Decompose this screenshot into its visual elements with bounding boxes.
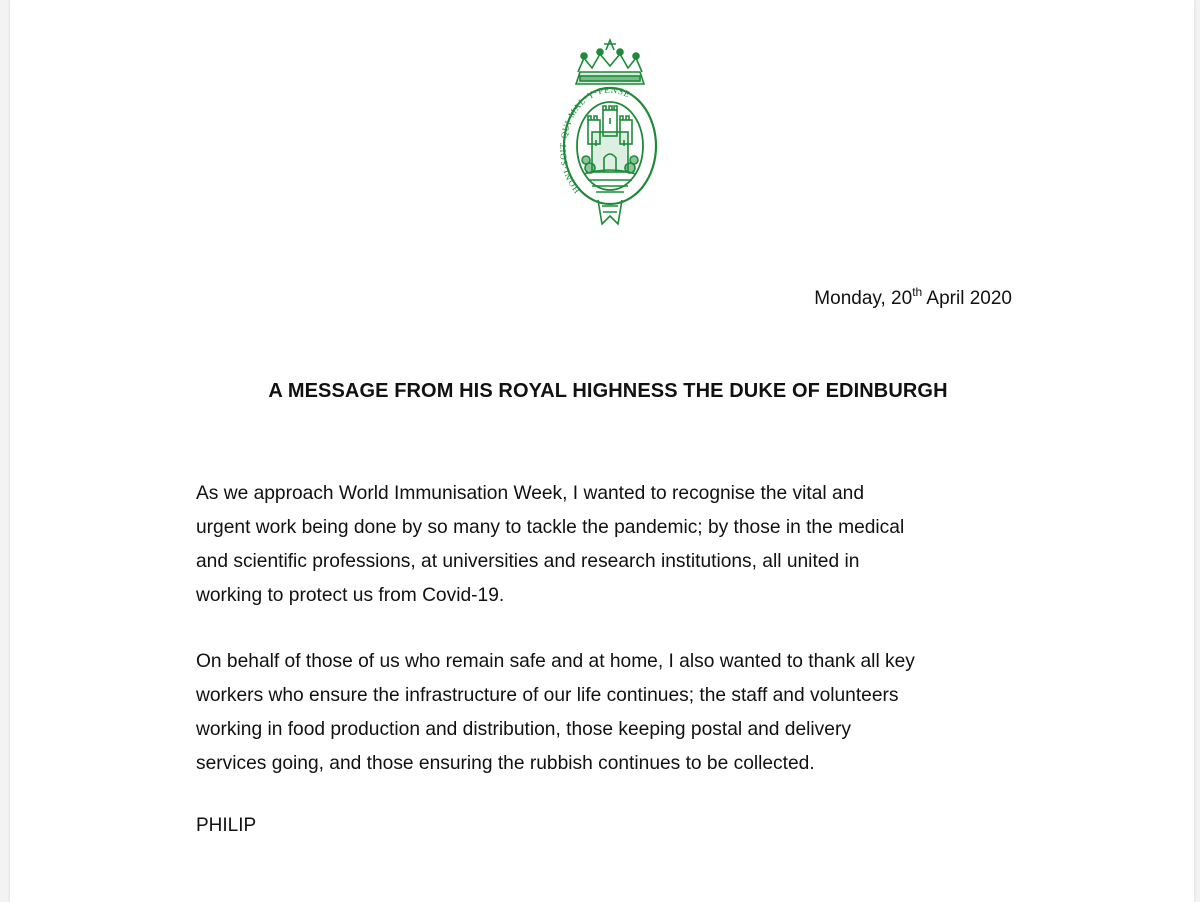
- crest-motto-text: HONI·SOIT·QUI·MAL·Y·PENSE: [557, 84, 632, 196]
- paragraph-line: workers who ensure the infrastructure of our life continues; the staff and volunteers: [196, 685, 899, 706]
- paragraph-line: As we approach World Immunisation Week, I wanted to recognise the vital and: [196, 483, 865, 504]
- letter-page: [10, 0, 1194, 902]
- date-ordinal-suffix: th: [912, 285, 923, 299]
- paragraph-line: On behalf of those of us who remain safe and at home, I also wanted to thank all key: [196, 651, 915, 672]
- letter-title: A MESSAGE FROM HIS ROYAL HIGHNESS THE DUKE OF EDINBURGH: [268, 380, 948, 402]
- paragraph-2: [196, 645, 1036, 781]
- signature: PHILIP: [196, 815, 257, 836]
- paragraph-line: working in food production and distribution, those keeping postal and delivery: [196, 719, 851, 740]
- paragraph-line: services going, and those ensuring the rubbish continues to be collected.: [196, 753, 815, 774]
- paragraph-line: and scientific professions, at universities and research institutions, all united in: [196, 551, 860, 572]
- letter-date: [814, 285, 1012, 310]
- paragraph-line: working to protect us from Covid-19.: [196, 585, 505, 606]
- royal-crest-emblem: [540, 28, 680, 228]
- paragraph-line: urgent work being done by so many to tackle the pandemic; by those in the medical: [196, 517, 905, 538]
- paragraph-1: [196, 477, 1036, 613]
- date-month-year: April 2020: [922, 288, 1012, 309]
- date-day: Monday, 20: [814, 288, 913, 309]
